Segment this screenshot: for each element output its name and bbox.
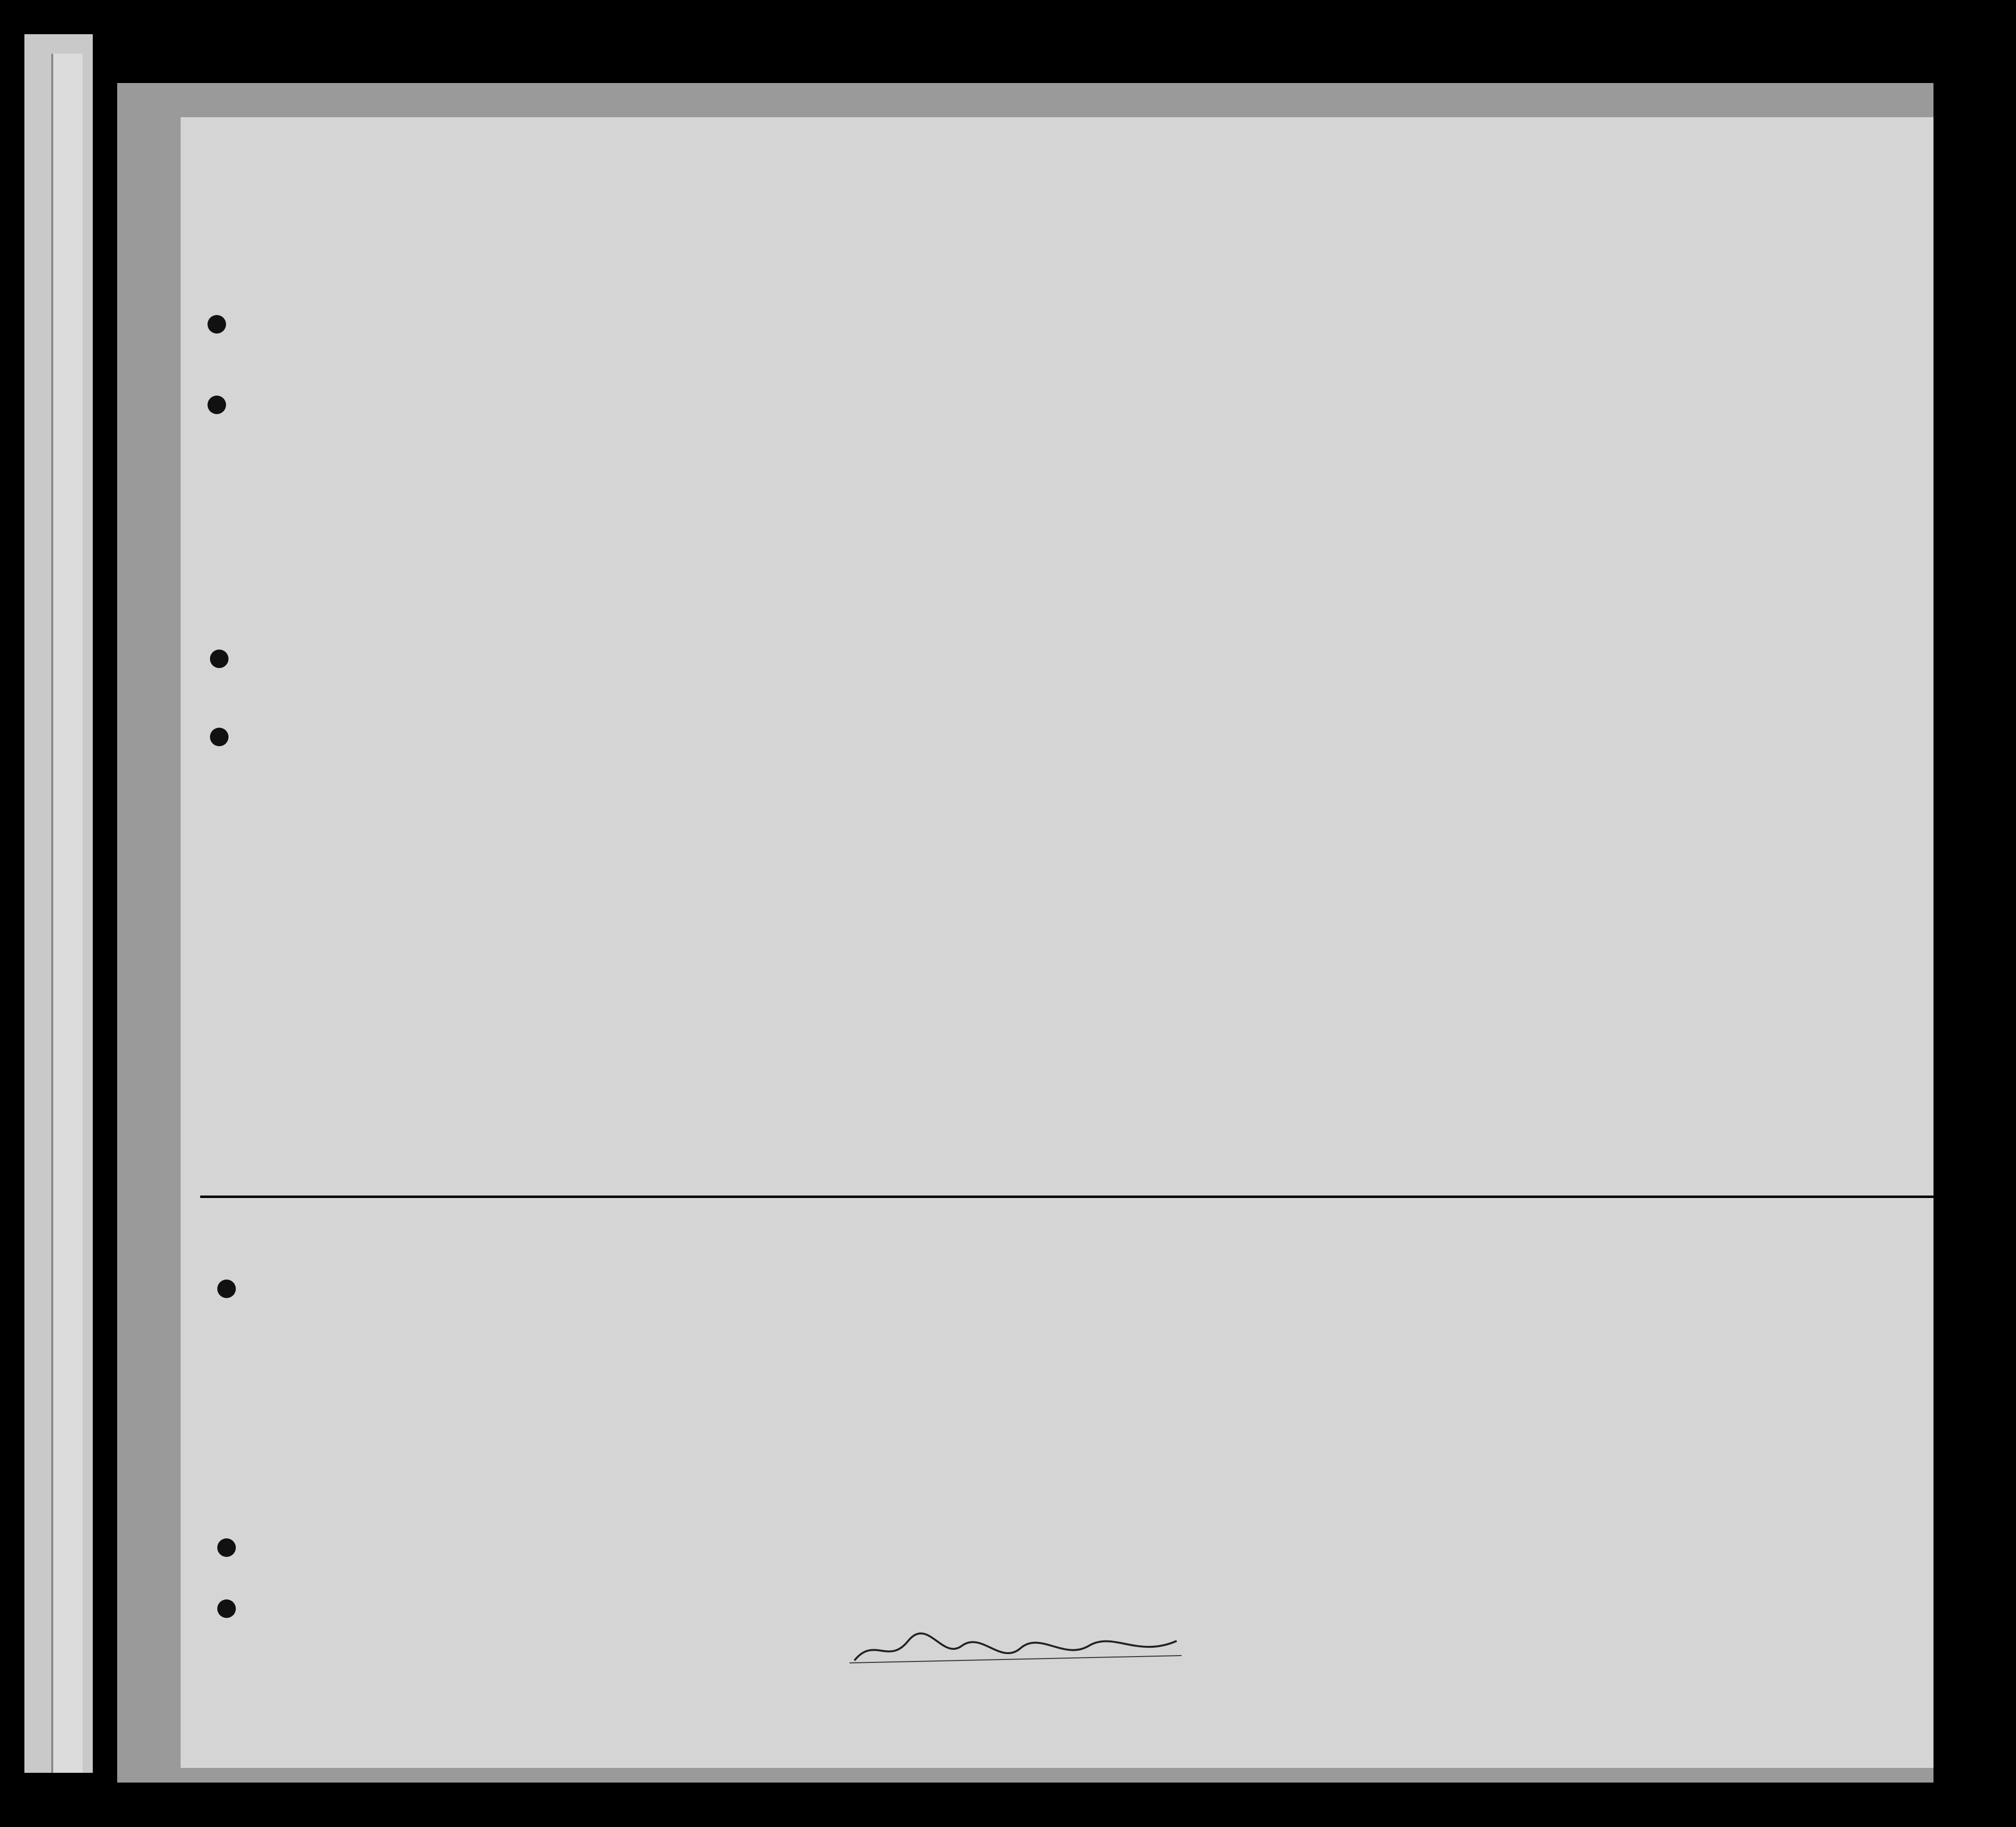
binder-hole — [217, 1280, 236, 1298]
binder-hole — [208, 315, 226, 334]
inspector-signature — [845, 1631, 1186, 1679]
manifest-page — [181, 117, 1933, 1768]
binder-hole — [208, 396, 226, 414]
signature-scribble — [845, 1631, 1186, 1670]
binder-hole — [217, 1599, 236, 1618]
binder-hole — [210, 650, 229, 668]
binder-edge — [51, 54, 83, 1773]
binder-hole — [210, 728, 229, 746]
binder-hole — [217, 1538, 236, 1557]
strikethrough-line — [200, 1196, 1933, 1198]
